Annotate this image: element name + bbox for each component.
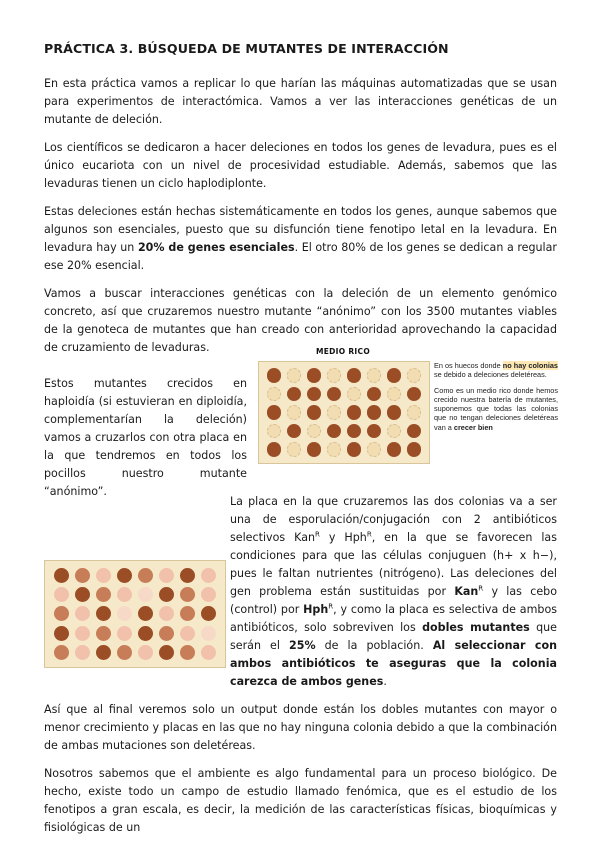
superscript: R (328, 602, 334, 611)
colony-well (96, 626, 111, 641)
bold-run: Hph (303, 603, 329, 616)
colony-well (117, 587, 132, 602)
empty-well (327, 442, 342, 457)
empty-well (307, 424, 322, 439)
text-run: y Hph (319, 531, 367, 544)
colony-well (347, 368, 362, 383)
paragraph-selection-plate (230, 493, 557, 691)
figure-rich-medium (258, 347, 558, 467)
colony-well (407, 387, 422, 402)
colony-well (327, 424, 342, 439)
empty-well (287, 442, 302, 457)
highlight-run: no hay colonias (502, 361, 558, 370)
figure-title: MEDIO RICO (315, 347, 371, 356)
colony-well (201, 606, 216, 621)
colony-well (407, 442, 422, 457)
colony-well (267, 405, 282, 420)
empty-well (367, 442, 382, 457)
colony-well (347, 424, 362, 439)
rich-medium-row (44, 347, 558, 498)
colony-well (327, 387, 342, 402)
colony-well (287, 424, 302, 439)
colony-well (54, 587, 69, 602)
bold-run: 20% de genes esenciales (137, 241, 295, 254)
colony-well (75, 606, 90, 621)
colony-well (201, 587, 216, 602)
figure-notes (434, 361, 558, 438)
bold-run: crecer bien (453, 422, 493, 432)
colony-well (287, 387, 302, 402)
colony-well (180, 568, 195, 583)
colony-well (159, 626, 174, 641)
colony-well (307, 368, 322, 383)
colony-well (159, 645, 174, 660)
colony-well (96, 568, 111, 583)
colony-well (117, 645, 132, 660)
colony-well (387, 368, 402, 383)
empty-well (287, 368, 302, 383)
colony-well (54, 606, 69, 621)
empty-well (327, 368, 342, 383)
colony-well (96, 645, 111, 660)
colony-well (159, 587, 174, 602)
colony-well (75, 645, 90, 660)
note-no-colonies (434, 361, 558, 380)
paragraph-output: Así que al final veremos solo un output donde están los dobles mutantes con mayor o menor crecimiento y placas en las que no hay ninguna colonia debido a que la combinación de ambas mutaciones son deletéreas. (44, 703, 557, 752)
rich-medium-plate (258, 361, 430, 464)
colony-well (307, 405, 322, 420)
text-run: Como es un medio rico donde hemos crecido nuestra batería de mutantes, suponemos que todas las colonias que no tengan deleciones deletéreas van a (434, 385, 558, 432)
text-run: La placa en la que cruzaremos las dos colonias va a ser una de esporulación/conjugación con 2 antibióticos selectivos Kan (230, 495, 557, 544)
colony-well (267, 442, 282, 457)
bold-run: Al seleccionar con ambos antibióticos te aseguras que la colonia carezca de ambos genes (230, 639, 557, 688)
colony-well (201, 645, 216, 660)
colony-well (117, 568, 132, 583)
empty-well (327, 405, 342, 420)
colony-well (307, 442, 322, 457)
superscript: R (315, 530, 320, 539)
colony-well (54, 626, 69, 641)
paragraph-search: Vamos a buscar interacciones genéticas con la deleción de un elemento genómico concreto, así que cruzaremos nuestro mutante “anónimo” con los 3500 mutantes viables de la genoteca de mutantes que han creado con anterioridad aprovechando la capacidad de cruzamiento de levaduras. (44, 287, 557, 354)
colony-well (387, 405, 402, 420)
empty-well (407, 368, 422, 383)
colony-well (96, 606, 111, 621)
colony-well (367, 387, 382, 402)
text-run: , y como la placa es selectiva de ambos antibióticos, solo sobreviven los (230, 603, 558, 634)
colony-well (267, 368, 282, 383)
empty-well (387, 387, 402, 402)
paragraph-haploid: Estos mutantes crecidos en haploidía (si estuvieran en diploidía, complementarían la deleción) vamos a cruzarlos con otra placa en la que tendremos en todos los pocillos nuestro mutante “anónimo”. (44, 377, 247, 498)
colony-well (180, 626, 195, 641)
empty-well (267, 387, 282, 402)
empty-well (347, 387, 362, 402)
colony-well (75, 587, 90, 602)
empty-well (367, 368, 382, 383)
paragraph-phenomics: Nosotros sabemos que el ambiente es algo fundamental para un proceso biológico. De hecho, existe todo un campo de estudio llamado fenómica, que es el estudio de los fenotipos a gran escala, es decir, la medición de las características físicas, bioquímicas y fisiológicas de un (44, 767, 557, 834)
colony-well (347, 442, 362, 457)
text-run: que serán el (230, 621, 557, 652)
page-title: PRÁCTICA 3. BÚSQUEDA DE MUTANTES DE INTERACCIÓN (44, 41, 449, 56)
bold-run: 25% (289, 639, 316, 652)
text-run: , en la que se favorecen las condiciones para que las células conjuguen (h+ x h−), pues le faltan nutrientes (nitrógeno). Las deleciones del gen problema están sustituidas por (230, 531, 557, 598)
colony-well (75, 626, 90, 641)
colony-well (54, 645, 69, 660)
colony-well (138, 587, 153, 602)
paragraph-intro: En esta práctica vamos a replicar lo que harían las máquinas automatizadas que se usan para experimentos de interactómica. Vamos a ver las interacciones genéticas de un mutante de deleción. (44, 77, 557, 126)
colony-well (180, 606, 195, 621)
colony-well (307, 387, 322, 402)
colony-well (347, 405, 362, 420)
colony-well (138, 626, 153, 641)
paragraph-scientists: Los científicos se dedicaron a hacer deleciones en todos los genes de levadura, pues es el único eucariota con un nivel de procesividad estudiable. Además, sabemos que las levaduras tienen un ciclo haplodiplonte. (44, 141, 557, 190)
document-page (44, 40, 557, 847)
colony-well (367, 424, 382, 439)
colony-well (54, 568, 69, 583)
empty-well (407, 405, 422, 420)
selection-plate (44, 560, 226, 668)
colony-well (138, 568, 153, 583)
colony-well (159, 568, 174, 583)
colony-well (138, 645, 153, 660)
colony-well (367, 405, 382, 420)
text-run: de la población. (315, 639, 433, 652)
bold-run: Kan (454, 585, 479, 598)
paragraph-deletions (44, 203, 557, 275)
colony-well (407, 424, 422, 439)
text-run: y las cebo (control) por (230, 585, 558, 616)
colony-well (159, 606, 174, 621)
text-run: Estas deleciones están hechas sistemáticamente en todos los genes, aunque sabemos que algunos son esenciales, puesto que su disfunción tiene fenotipo letal en la levadura. En levadura hay un (44, 205, 557, 254)
superscript: R (366, 530, 372, 539)
colony-well (117, 606, 132, 621)
note-rich-medium (434, 386, 558, 432)
colony-well (201, 626, 216, 641)
colony-well (75, 568, 90, 583)
colony-well (117, 626, 132, 641)
text-run: . (383, 675, 387, 688)
colony-well (201, 568, 216, 583)
text-run: se debido a deleciones deletéreas. (434, 370, 547, 380)
bold-run: dobles mutantes (422, 621, 530, 634)
text-run: . El otro 80% de los genes se dedican a regular ese 20% esencial. (44, 241, 557, 272)
superscript: R (478, 584, 484, 593)
colony-well (180, 645, 195, 660)
empty-well (287, 405, 302, 420)
colony-well (96, 587, 111, 602)
text-run: En os huecos donde (434, 361, 503, 370)
empty-well (267, 424, 282, 439)
colony-well (138, 606, 153, 621)
colony-well (387, 442, 402, 457)
colony-well (180, 587, 195, 602)
empty-well (387, 424, 402, 439)
